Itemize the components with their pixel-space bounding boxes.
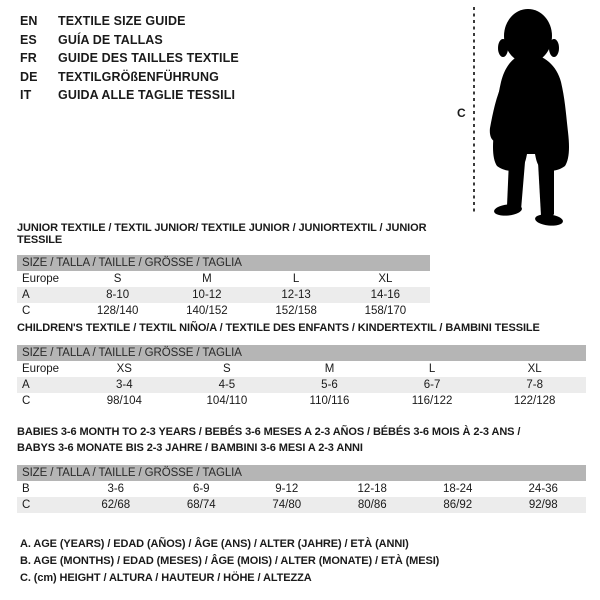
language-label: GUIDE DES TAILLES TEXTILE [58, 51, 239, 65]
junior-table-title: JUNIOR TEXTILE / TEXTIL JUNIOR/ TEXTILE JUNIOR / JUNIORTEXTIL / JUNIOR TESSILE [17, 222, 427, 246]
language-title-block [20, 12, 239, 105]
size-cell: 86/92 [443, 499, 473, 511]
language-code: ES [20, 32, 37, 47]
size-cell: 7-8 [526, 379, 543, 391]
size-header-bar: SIZE / TALLA / TAILLE / GRÖSSE / TAGLIA [17, 465, 586, 481]
size-cell: S [223, 363, 231, 375]
footnote-a: A. AGE (YEARS) / EDAD (AÑOS) / ÂGE (ANS) / ALTER (JAHRE) / ETÀ (ANNI) [20, 538, 409, 550]
language-label: TEXTILGRÖßENFÜHRUNG [58, 69, 219, 84]
size-cell: 6-9 [192, 483, 210, 495]
size-cell: 10-12 [192, 289, 222, 301]
row-label: C [22, 499, 31, 511]
dashed-measure-line [473, 7, 475, 214]
size-cell: 8-10 [106, 289, 130, 301]
footnote-legend [20, 536, 439, 587]
row-label: C [22, 305, 31, 317]
language-row [20, 49, 239, 68]
footnote-c: C. (cm) HEIGHT / ALTURA / HAUTEUR / HÖHE / ALTEZZA [20, 572, 312, 584]
size-cell: XS [116, 363, 132, 375]
size-cell: 5-6 [321, 379, 338, 391]
babies-title-line2: BABYS 3-6 MONATE BIS 2-3 JAHRE / BAMBINI 3-6 MESI A 2-3 ANNI [17, 442, 363, 454]
junior-textile-section [17, 222, 430, 319]
table-row [17, 377, 586, 393]
size-cell: L [292, 273, 300, 285]
size-cell: 9-12 [275, 483, 299, 495]
size-cell: 152/158 [275, 305, 317, 317]
size-cell: XL [527, 363, 542, 375]
language-row [20, 68, 239, 87]
size-cell: 122/128 [513, 395, 556, 407]
size-cell: M [324, 363, 335, 375]
language-label: GUÍA DE TALLAS [58, 32, 163, 47]
size-cell: 158/170 [364, 305, 407, 317]
size-cell: 12-18 [357, 483, 387, 495]
size-cell: 80/86 [357, 499, 387, 511]
babies-size-table [17, 465, 586, 513]
language-code: IT [20, 88, 32, 102]
language-label: TEXTILE SIZE GUIDE [58, 14, 186, 28]
size-cell: 98/104 [106, 395, 142, 407]
size-cell: 116/122 [411, 395, 453, 407]
size-cell: 62/68 [101, 499, 131, 511]
language-code: FR [20, 51, 37, 65]
language-code: EN [20, 14, 38, 28]
babies-table-title [17, 424, 586, 456]
row-label: B [22, 483, 30, 495]
size-cell: 14-16 [370, 289, 401, 301]
size-cell: 128/140 [96, 305, 139, 317]
measurement-figure [445, 4, 595, 230]
table-row [17, 271, 430, 287]
row-label: A [22, 379, 30, 391]
table-row [17, 287, 430, 303]
language-row [20, 31, 239, 50]
size-cell: S [113, 273, 122, 285]
size-cell: 3-4 [115, 379, 133, 391]
size-cell: 6-7 [423, 379, 441, 391]
size-cell: M [202, 273, 212, 285]
language-code: DE [20, 69, 38, 84]
size-cell: 18-24 [443, 483, 473, 495]
size-cell: 3-6 [107, 483, 125, 495]
size-header-bar: SIZE / TALLA / TAILLE / GRÖSSE / TAGLIA [17, 345, 586, 361]
size-cell: XL [378, 273, 393, 285]
size-cell: 12-13 [281, 289, 311, 301]
size-cell: 68/74 [186, 499, 216, 511]
babies-title-line1: BABIES 3-6 MONTH TO 2-3 YEARS / BEBÉS 3-6 MESES A 2-3 AÑOS / BÉBÉS 3-6 MOIS À 2-3 ANS / [17, 426, 521, 438]
childrens-table-title: CHILDREN'S TEXTILE / TEXTIL NIÑO/A / TEXTILE DES ENFANTS / KINDERTEXTIL / BAMBINI TESSILE [17, 322, 540, 334]
row-label: Europe [22, 363, 60, 375]
baby-silhouette-icon [481, 4, 585, 230]
table-row [17, 393, 586, 409]
language-row [20, 12, 239, 31]
junior-size-table [17, 255, 430, 319]
childrens-size-table [17, 345, 586, 409]
size-cell: 24-36 [528, 483, 558, 495]
childrens-textile-section [17, 322, 586, 409]
height-measure-label: C [457, 106, 466, 120]
size-cell: 110/116 [309, 395, 350, 407]
size-cell: L [428, 363, 436, 375]
row-label: C [22, 395, 31, 407]
babies-textile-section [17, 424, 586, 513]
footnote-b: B. AGE (MONTHS) / EDAD (MESES) / ÂGE (MOIS) / ALTER (MONATE) / ETÀ (MESI) [20, 555, 440, 567]
size-header-bar: SIZE / TALLA / TAILLE / GRÖSSE / TAGLIA [17, 255, 430, 271]
table-row [17, 303, 430, 319]
size-cell: 104/110 [206, 395, 248, 407]
language-row [20, 86, 239, 105]
size-cell: 74/80 [272, 499, 302, 511]
table-row [17, 481, 586, 497]
row-label: A [22, 289, 30, 301]
row-label: Europe [22, 273, 60, 285]
size-cell: 92/98 [528, 499, 558, 511]
size-cell: 4-5 [218, 379, 236, 391]
table-row [17, 361, 586, 377]
size-cell: 140/152 [186, 305, 228, 317]
table-row [17, 497, 586, 513]
language-label: GUIDA ALLE TAGLIE TESSILI [58, 88, 236, 102]
